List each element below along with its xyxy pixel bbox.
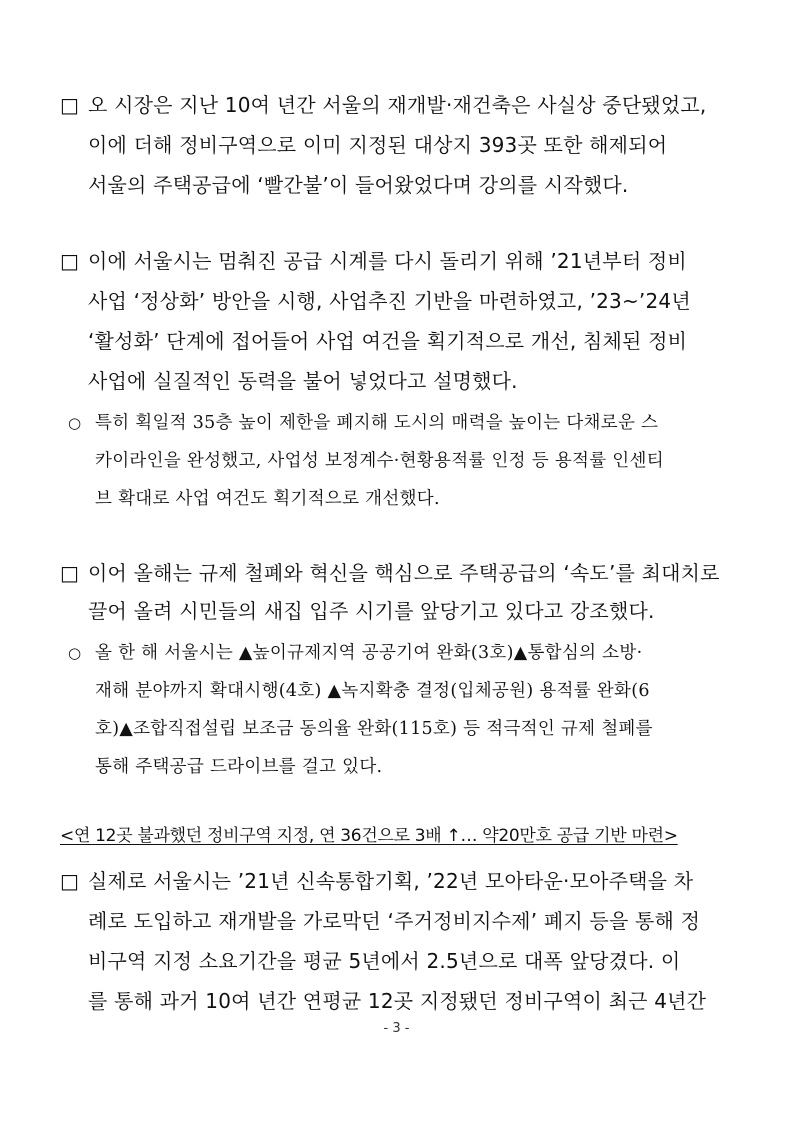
circle-bullet: ○ (68, 414, 82, 432)
checkbox-bullet: □ (60, 561, 79, 585)
text-line: 례로 도입하고 재개발을 가로막던 ‘주거정비지수제’ 폐지 등을 통해 정 (88, 909, 701, 933)
page-number: - 3 - (383, 1021, 410, 1036)
text-line: 이어 올해는 규제 철폐와 혁신을 핵심으로 주택공급의 ‘속도’를 최대치로 (88, 561, 720, 585)
text-line: 이에 더해 정비구역으로 이미 지정된 대상지 393곳 또한 해제되어 (88, 133, 668, 157)
sub-text-line: 카이라인을 완성했고, 사업성 보정계수·현황용적률 인정 등 용적률 인센티 (95, 451, 664, 471)
sub-text-line: 브 확대로 사업 여건도 획기적으로 개선했다. (95, 489, 440, 509)
checkbox-bullet: □ (60, 249, 79, 273)
checkbox-bullet: □ (60, 93, 79, 117)
text-line: 이에 서울시는 멈춰진 공급 시계를 다시 돌리기 위해 ’21년부터 정비 (88, 249, 687, 273)
sub-text-line: 통해 주택공급 드라이브를 걸고 있다. (95, 757, 383, 777)
text-line: 를 통해 과거 10여 년간 연평균 12곳 지정됐던 정비구역이 최근 4년간 (88, 989, 707, 1013)
text-line: ‘활성화’ 단계에 접어들어 사업 여건을 획기적으로 개선, 침체된 정비 (88, 329, 688, 353)
text-line: 끌어 올려 시민들의 새집 입주 시기를 앞당기고 있다고 강조했다. (88, 599, 655, 623)
sub-text-line: 재해 분야까지 확대시행(4호) ▲녹지확충 결정(입체공원) 용적률 완화(6 (95, 681, 650, 701)
circle-bullet: ○ (68, 644, 82, 662)
checkbox-bullet: □ (60, 869, 79, 893)
section-heading: <연 12곳 불과했던 정비구역 지정, 연 36건으로 3배 ↑… 약20만호 공급 기반 마련> (60, 826, 678, 846)
text-line: 서울의 주택공급에 ‘빨간불’이 들어왔었다며 강의를 시작했다. (88, 173, 629, 197)
sub-text-line: 호)▲조합직접설립 보조금 동의율 완화(115호) 등 적극적인 규제 철폐를 (95, 719, 653, 739)
sub-text-line: 올 한 해 서울시는 ▲높이규제지역 공공기여 완화(3호)▲통합심의 소방· (95, 643, 643, 663)
text-line: 비구역 지정 소요기간을 평균 5년에서 2.5년으로 대폭 앞당겼다. 이 (88, 949, 681, 973)
text-line: 오 시장은 지난 10여 년간 서울의 재개발·재건축은 사실상 중단됐었고, (88, 93, 707, 117)
text-line: 실제로 서울시는 ’21년 신속통합기획, ’22년 모아타운·모아주택을 차 (88, 869, 694, 893)
text-line: 사업에 실질적인 동력을 불어 넣었다고 설명했다. (88, 369, 518, 393)
sub-text-line: 특히 획일적 35층 높이 제한을 폐지해 도시의 매력을 높이는 다채로운 스 (95, 413, 659, 433)
text-line: 사업 ‘정상화’ 방안을 시행, 사업추진 기반을 마련하였고, ’23~’24년 (88, 289, 691, 313)
